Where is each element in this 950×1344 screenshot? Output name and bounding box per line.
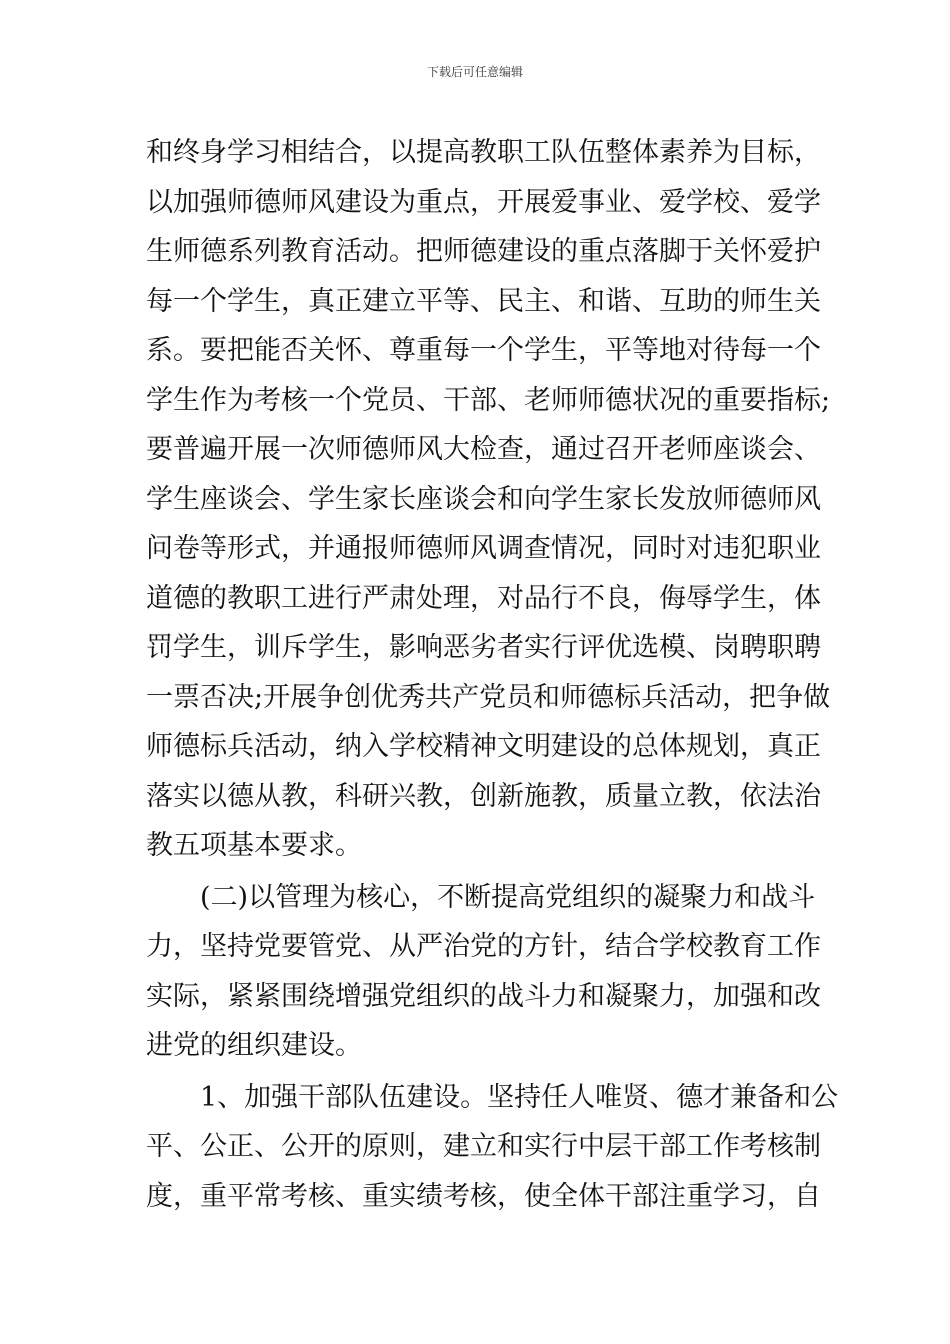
document-body bbox=[146, 128, 839, 1221]
text-line: 力，坚持党要管党、从严治党的方针，结合学校教育工作 bbox=[146, 931, 821, 962]
text-line: 进党的组织建设。 bbox=[146, 1030, 362, 1061]
text-line: 系。要把能否关怀、尊重每一个学生，平等地对待每一个 bbox=[146, 335, 821, 366]
text-line: (二)以管理为核心，不断提高党组织的凝聚力和战斗 bbox=[200, 881, 816, 913]
text-line: 要普遍开展一次师德师风大检查，通过召开老师座谈会、 bbox=[146, 434, 821, 465]
text-line: 问卷等形式，并通报师德师风调查情况，同时对违犯职业 bbox=[146, 533, 821, 564]
text-line: 道德的教职工进行严肃处理，对品行不良，侮辱学生，体 bbox=[146, 582, 821, 614]
text-line: 和终身学习相结合，以提高教职工队伍整体素养为目标， bbox=[146, 137, 821, 168]
text-line: 生师德系列教育活动。把师德建设的重点落脚于关怀爱护 bbox=[146, 236, 821, 267]
text-line: 1、加强干部队伍建设。坚持任人唯贤、德才兼备和公 bbox=[200, 1081, 839, 1113]
text-line: 教五项基本要求。 bbox=[146, 830, 362, 861]
text-line: 每一个学生，真正建立平等、民主、和谐、互助的师生关 bbox=[146, 285, 821, 317]
text-line: 落实以德从教，科研兴教，创新施教，质量立教，依法治 bbox=[146, 780, 821, 812]
text-line: 平、公正、公开的原则，建立和实行中层干部工作考核制 bbox=[146, 1131, 821, 1162]
paragraph bbox=[146, 1073, 839, 1222]
text-line: 学生座谈会、学生家长座谈会和向学生家长发放师德师风 bbox=[146, 483, 821, 515]
text-line: 度，重平常考核、重实绩考核，使全体干部注重学习，自 bbox=[146, 1180, 821, 1212]
text-line: 学生作为考核一个党员、干部、老师师德状况的重要指标; bbox=[146, 384, 831, 416]
text-line: 以加强师德师风建设为重点，开展爱事业、爱学校、爱学 bbox=[146, 186, 821, 218]
text-line: 师德标兵活动，纳入学校精神文明建设的总体规划，真正 bbox=[146, 731, 821, 762]
text-line: 实际，紧紧围绕增强党组织的战斗力和凝聚力，加强和改 bbox=[146, 980, 821, 1012]
text-line: 罚学生，训斥学生，影响恶劣者实行评优选模、岗聘职聘 bbox=[146, 632, 821, 663]
page-header: 下载后可任意编辑 bbox=[426, 65, 523, 79]
paragraph bbox=[146, 873, 821, 1071]
text-line: 一票否决;开展争创优秀共产党员和师德标兵活动，把争做 bbox=[146, 681, 831, 713]
paragraph bbox=[146, 128, 831, 871]
